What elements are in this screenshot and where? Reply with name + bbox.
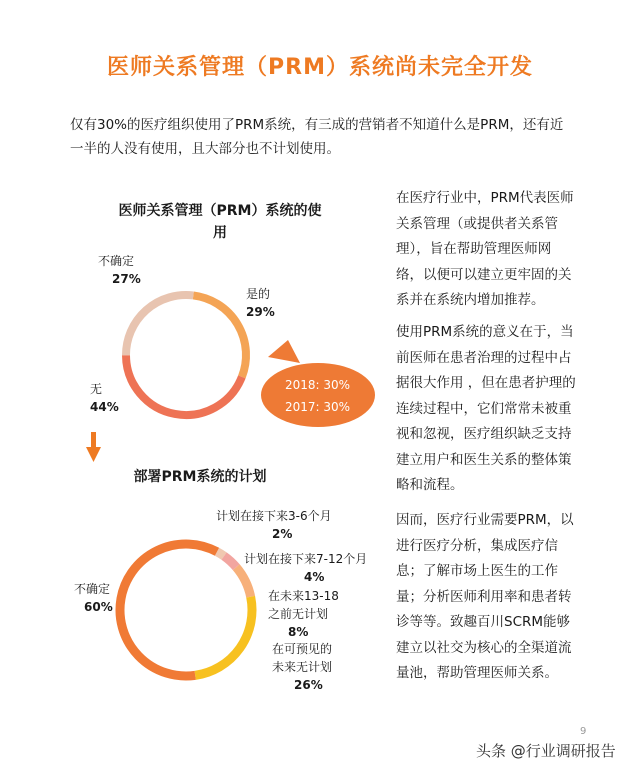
chart1-title xyxy=(100,200,340,244)
chart2-label-b xyxy=(244,550,367,586)
chart1-label-no-value: 44% xyxy=(90,400,119,414)
right-paragraph-1: 在医疗行业中，PRM代表医师关系管理（或提供者关系管理），旨在帮助管理医师网络，以便可以建立更牢固的关系并在系统内增加推荐。 xyxy=(396,190,574,308)
chart2-label-a-value: 2% xyxy=(272,527,293,541)
chart1-slice-2 xyxy=(126,295,193,355)
chart2-label-e-text: 不确定 xyxy=(74,582,111,596)
chart2-label-b-value: 4% xyxy=(304,570,325,584)
chart2-slice-0 xyxy=(217,552,224,556)
chart2-label-d xyxy=(272,640,332,694)
chart1-label-yes-value: 29% xyxy=(246,305,275,319)
down-arrow-icon xyxy=(86,447,101,462)
chart1-label-unsure xyxy=(98,252,141,288)
chart1-label-yes-text: 是的 xyxy=(246,287,271,301)
chart1-label-unsure-text: 不确定 xyxy=(98,254,135,268)
chart2-slice-1 xyxy=(224,556,236,567)
chart2-slice-3 xyxy=(195,597,252,676)
chart2-label-d-line1: 在可预见的 xyxy=(272,642,333,656)
chart2-label-e-value: 60% xyxy=(84,600,113,614)
chart2-label-c-line2: 之前无计划 xyxy=(268,607,329,621)
chart1-title-line2: 用 xyxy=(213,225,227,241)
chart1-label-no-text: 无 xyxy=(90,382,103,396)
right-paragraph-2: 使用PRM系统的意义在于，当前医师在患者治理的过程中占据很大作用 ，但在患者护理的连续过程中，它们常常未被重视和忽视，医疗组织缺乏支持建立用户和医生关系的整体策略和流程。 xyxy=(396,324,576,493)
chart2-label-a xyxy=(216,507,332,543)
chart2-label-c-line1: 在未来13-18 xyxy=(268,589,339,603)
page-title: 医师关系管理（PRM）系统尚未完全开发 xyxy=(107,55,533,80)
chart1-slice-0 xyxy=(193,295,246,376)
right-paragraph-3: 因而，医疗行业需要PRM，以进行医疗分析，集成医疗信息；了解市场上医生的工作量；分析医师利用率和患者转诊等等。致趣百川SCRM能够建立以社交为核心的全渠道流量池，帮助管理医师关系。 xyxy=(396,512,574,681)
chart2-label-c xyxy=(268,587,339,641)
watermark: 头条 @行业调研报告 xyxy=(476,742,616,760)
intro-paragraph: 仅有30%的医疗组织使用了PRM系统，有三成的营销者不知道什么是PRM，还有近一半的人没有使用，且大部分也不计划使用。 xyxy=(70,117,564,157)
chart1-callout xyxy=(285,374,350,418)
chart1-slice-1 xyxy=(126,355,242,415)
chart1-callout-pointer xyxy=(268,340,300,363)
page-number: 9 xyxy=(580,726,587,737)
chart1-label-unsure-value: 27% xyxy=(112,272,141,286)
chart1-callout-2017: 2017: 30% xyxy=(285,400,351,414)
chart2-label-d-value: 26% xyxy=(294,678,323,692)
chart2-title: 部署PRM系统的计划 xyxy=(133,469,267,485)
chart2-label-e xyxy=(74,580,113,616)
chart2-label-c-value: 8% xyxy=(288,625,309,639)
chart2-slice-4 xyxy=(120,544,217,676)
chart2-label-b-text: 计划在接下来7-12个月 xyxy=(244,552,368,566)
chart2-label-a-text: 计划在接下来3-6个月 xyxy=(216,509,332,523)
chart1-callout-2018: 2018: 30% xyxy=(285,378,351,392)
chart1-label-no xyxy=(90,380,119,416)
chart2-label-d-line2: 未来无计划 xyxy=(272,660,333,674)
chart1-label-yes xyxy=(246,285,275,321)
chart1-title-line1: 医师关系管理（PRM）系统的使 xyxy=(118,203,322,219)
down-arrow-shaft xyxy=(91,432,96,448)
